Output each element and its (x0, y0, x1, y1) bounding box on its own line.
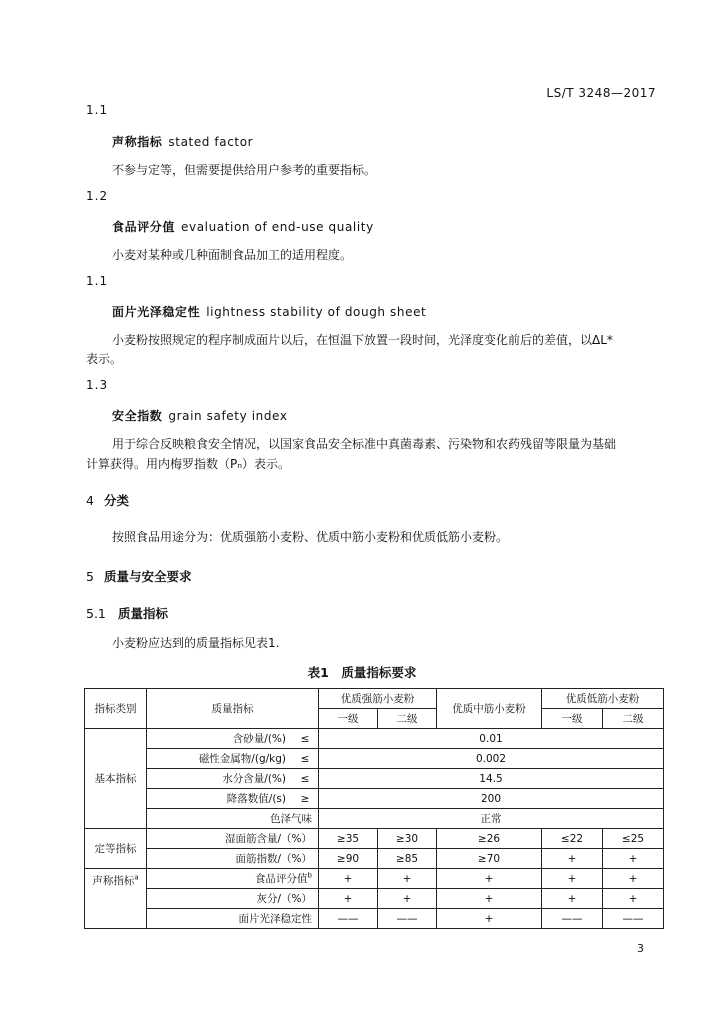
section-number: 5 (86, 569, 94, 584)
row-label: 面片光泽稳定性 (147, 909, 319, 929)
row-symbol: ≤ (300, 773, 310, 785)
header-category: 指标类别 (85, 689, 147, 729)
page-number: 3 (637, 942, 644, 955)
header-grade1: 一级 (319, 709, 378, 729)
cell: —— (603, 909, 664, 929)
term-number: 1.3 (86, 378, 109, 392)
group-stated-label: 声称指标 (92, 875, 135, 887)
quality-table (84, 688, 664, 929)
header-weak: 优质低筋小麦粉 (542, 689, 664, 709)
term-title (112, 303, 426, 320)
footnote-marker: b (307, 871, 312, 880)
row-label-text: 含砂量/(%) (232, 733, 286, 745)
term-en: evaluation of end-use quality (181, 220, 374, 234)
term-cn: 食品评分值 (112, 220, 176, 234)
term-en: lightness stability of dough sheet (206, 305, 427, 319)
table-row (85, 749, 664, 769)
cell: ≥26 (437, 829, 542, 849)
table-row (85, 789, 664, 809)
row-label (147, 869, 319, 889)
section-text: 按照食品用途分为：优质强筋小麦粉、优质中筋小麦粉和优质低筋小麦粉。 (112, 530, 509, 544)
table-row (85, 729, 664, 749)
cell: + (542, 889, 603, 909)
cell: + (378, 889, 437, 909)
term-title (112, 407, 288, 424)
row-value: 0.002 (319, 749, 664, 769)
cell: + (378, 869, 437, 889)
cell: ≥70 (437, 849, 542, 869)
table-header-row (85, 689, 664, 709)
cell: ≤22 (542, 829, 603, 849)
cell: + (437, 889, 542, 909)
row-label: 色泽气味 (147, 809, 319, 829)
cell: + (437, 909, 542, 929)
term-en: grain safety index (168, 409, 288, 423)
section-heading (86, 491, 129, 509)
term-cn: 面片光泽稳定性 (112, 305, 201, 319)
row-label: 灰分/（%） (147, 889, 319, 909)
term-definition: 用于综合反映粮食安全情况，以国家食品安全标准中真菌毒素、污染物和农药残留等限量为基础 (112, 437, 617, 451)
cell: + (603, 889, 664, 909)
header-strong: 优质强筋小麦粉 (319, 689, 437, 709)
cell: + (437, 869, 542, 889)
table-row (85, 889, 664, 909)
cell: —— (542, 909, 603, 929)
term-cn: 声称指标 (112, 135, 163, 149)
table-row (85, 769, 664, 789)
cell: + (319, 869, 378, 889)
cell: ≥30 (378, 829, 437, 849)
header-grade2: 二级 (603, 709, 664, 729)
cell: ≥90 (319, 849, 378, 869)
section-text: 小麦粉应达到的质量指标见表1. (112, 636, 280, 650)
row-label (147, 789, 319, 809)
cell: —— (319, 909, 378, 929)
row-label (147, 749, 319, 769)
term-definition: 小麦对某种或几种面制食品加工的适用程度。 (112, 248, 353, 262)
table-row (85, 909, 664, 929)
term-cn: 安全指数 (112, 409, 163, 423)
term-definition-cont: 表示。 (86, 352, 123, 366)
group-basic: 基本指标 (85, 729, 147, 829)
cell: —— (378, 909, 437, 929)
subsection-heading (86, 604, 168, 622)
cell: + (603, 869, 664, 889)
row-label: 湿面筋含量/（%） (147, 829, 319, 849)
group-stated (85, 869, 147, 929)
row-symbol: ≥ (300, 793, 310, 805)
row-label-text: 水分含量/(%) (222, 773, 286, 785)
term-title (112, 133, 253, 150)
row-value: 14.5 (319, 769, 664, 789)
section-title: 质量与安全要求 (104, 569, 192, 584)
term-en: stated factor (168, 135, 254, 149)
term-number: 1.1 (86, 274, 109, 288)
section-title: 质量指标 (118, 606, 169, 621)
table-row (85, 829, 664, 849)
row-value: 0.01 (319, 729, 664, 749)
term-definition: 小麦粉按照规定的程序制成面片以后，在恒温下放置一段时间，光泽度变化前后的差值，以ΔL* (112, 333, 613, 347)
header-medium: 优质中筋小麦粉 (437, 689, 542, 729)
cell: + (603, 849, 664, 869)
cell: + (319, 889, 378, 909)
table-row (85, 849, 664, 869)
cell: + (542, 869, 603, 889)
header-grade1: 一级 (542, 709, 603, 729)
group-grading: 定等指标 (85, 829, 147, 869)
header-indicator: 质量指标 (147, 689, 319, 729)
table-row (85, 809, 664, 829)
row-label-text: 降落数值/(s) (226, 793, 286, 805)
term-number: 1.2 (86, 189, 109, 203)
header-grade2: 二级 (378, 709, 437, 729)
row-label (147, 769, 319, 789)
row-symbol: ≤ (300, 733, 310, 745)
table-row (85, 869, 664, 889)
cell: ≤25 (603, 829, 664, 849)
term-definition-cont: 计算获得。用内梅罗指数（Pₙ）表示。 (86, 457, 291, 471)
section-number: 5.1 (86, 606, 106, 621)
section-title: 分类 (104, 493, 130, 508)
section-heading (86, 567, 192, 585)
cell: ≥85 (378, 849, 437, 869)
row-value: 200 (319, 789, 664, 809)
row-symbol: ≤ (300, 753, 310, 765)
standard-code: LS/T 3248—2017 (546, 86, 656, 100)
term-title (112, 218, 374, 235)
row-label-text: 磁性金属物/(g/kg) (198, 753, 286, 765)
footnote-marker: a (134, 873, 139, 882)
cell: + (542, 849, 603, 869)
row-label (147, 729, 319, 749)
cell: ≥35 (319, 829, 378, 849)
row-value: 正常 (319, 809, 664, 829)
table-caption: 表1 质量指标要求 (307, 665, 417, 680)
section-number: 4 (86, 493, 94, 508)
term-definition: 不参与定等，但需要提供给用户参考的重要指标。 (112, 163, 377, 177)
row-label-text: 食品评分值 (255, 873, 308, 885)
term-number: 1.1 (86, 103, 109, 117)
row-label: 面筋指数/（%） (147, 849, 319, 869)
